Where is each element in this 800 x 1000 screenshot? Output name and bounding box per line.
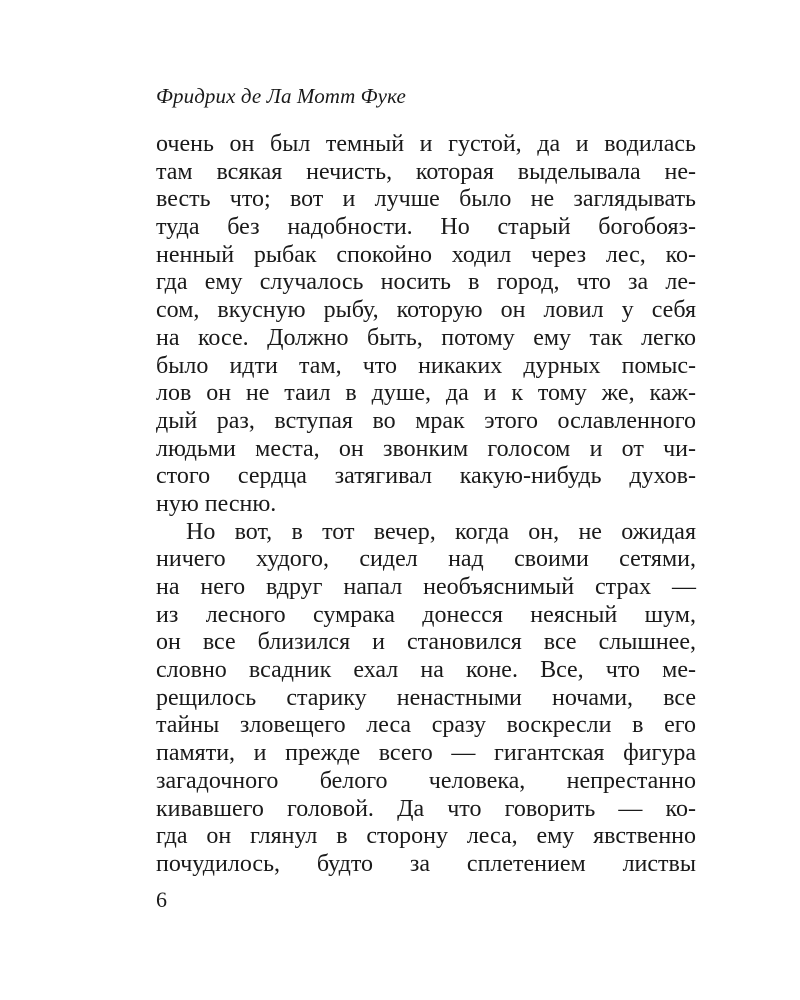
- text-line: было идти там, что никаких дурных помыс-: [156, 352, 696, 379]
- text-line: туда без надобности. Но старый богобояз-: [156, 214, 696, 241]
- text-line: на косе. Должно быть, потому ему так легко: [156, 324, 696, 351]
- text-line: из лесного сумрака донесся неясный шум,: [156, 601, 696, 628]
- text-line: тайны зловещего леса сразу воскресли в его: [156, 712, 696, 739]
- text-line: кивавшего головой. Да что говорить — ко-: [156, 795, 696, 822]
- text-line: сом, вкусную рыбу, которую он ловил у себя: [156, 297, 696, 324]
- text-line: лов он не таил в душе, да и к тому же, каж-: [156, 380, 696, 407]
- text-line: людьми места, он звонким голосом и от чи-: [156, 435, 696, 462]
- text-line: ную песню.: [156, 490, 277, 517]
- text-line-indented: Но вот, в тот вечер, когда он, не ожидая: [186, 518, 696, 545]
- text-line: ничего худого, сидел над своими сетями,: [156, 546, 696, 573]
- text-line: памяти, и прежде всего — гигантская фигура: [156, 740, 696, 767]
- text-line: на него вдруг напал необъяснимый страх —: [156, 574, 696, 600]
- text-line: стого сердца затягивал какую-нибудь духов-: [156, 463, 696, 490]
- text-line: ненный рыбак спокойно ходил через лес, ко-: [156, 241, 696, 268]
- body-text: [156, 131, 696, 879]
- text-line: очень он был темный и густой, да и водилась: [156, 131, 696, 157]
- text-line: почудилось, будто за сплетением листвы: [156, 850, 696, 877]
- text-line: рещилось старику ненастными ночами, все: [156, 684, 696, 711]
- page-number: 6: [156, 887, 167, 912]
- running-head: Фридрих де Ла Мотт Фуке: [156, 84, 406, 108]
- text-line: там всякая нечисть, которая выделывала не-: [156, 158, 696, 185]
- text-line: он все близился и становился все слышнее,: [156, 629, 696, 656]
- text-line: дый раз, вступая во мрак этого ославленного: [156, 407, 696, 434]
- text-line: гда он глянул в сторону леса, ему явственно: [156, 823, 696, 850]
- text-line: гда ему случалось носить в город, что за ле-: [156, 269, 696, 296]
- text-line: весть что; вот и лучше было не заглядывать: [156, 186, 696, 213]
- text-line: загадочного белого человека, непрестанно: [156, 767, 696, 794]
- text-line: словно всадник ехал на коне. Все, что ме-: [156, 657, 696, 684]
